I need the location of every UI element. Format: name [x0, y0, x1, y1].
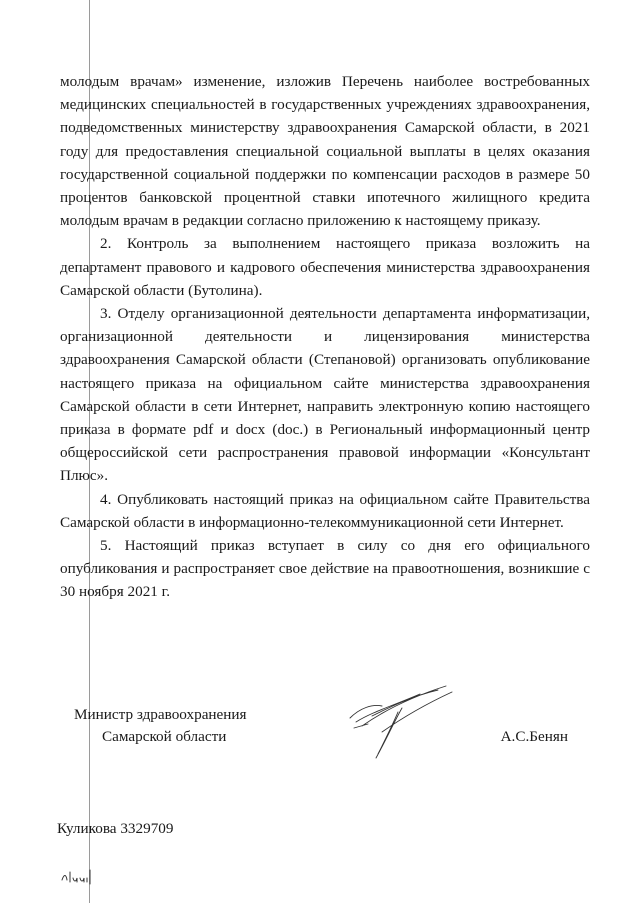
- signer-title-line1: Министр здравоохранения: [74, 706, 247, 723]
- signer-title: [74, 704, 247, 748]
- paragraph-2-control: 2. Контроль за выполнением настоящего приказа возложить на департамент правового и кадрового обеспечения министерства здравоохранения Самарской области (Бутолина).: [60, 235, 590, 299]
- handwritten-signature: [342, 682, 462, 764]
- handwritten-mark: [60, 866, 104, 888]
- paragraph-1-continuation: молодым врачам» изменение, изложив Перечень наиболее востребованных медицинских специальностей в государственных учреждениях здравоохранения, подведомственных министерству здравоохранения Самарской области, в 2021 году для предоставления специальной социальной выплаты в целях оказания государственной социальной поддержки по компенсации расходов в размере 50 процентов банковской процентной ставки ипотечного жилищного кредита молодым врачам в редакции согласно приложению к настоящему приказу.: [60, 73, 590, 230]
- signer-title-line2: Самарской области: [102, 728, 227, 745]
- document-body: [60, 70, 590, 604]
- paragraph-3-publication-dept: 3. Отделу организационной деятельности департамента информатизации, организационной деятельности и лицензирования министерства здравоохранения Самарской области (Степановой) организовать опубликование настоящего приказа на официальном сайте министерства здравоохранения Самарской области в сети Интернет, направить электронную копию настоящего приказа в формате pdf и docx (doc.) в Региональный информационный центр общероссийской сети распространения правовой информации «Консультант Плюс».: [60, 305, 590, 485]
- signer-name: А.С.Бенян: [500, 728, 568, 745]
- executor-contact: Куликова 3329709: [57, 820, 174, 837]
- paragraph-4-publish-government: 4. Опубликовать настоящий приказ на официальном сайте Правительства Самарской области в информационно-телекоммуникационной сети Интернет.: [60, 490, 590, 531]
- signature-block: [60, 704, 590, 774]
- paragraph-5-effective-date: 5. Настоящий приказ вступает в силу со дня его официального опубликования и распространяет свое действие на правоотношения, возникшие с 30 ноября 2021 г.: [60, 537, 590, 601]
